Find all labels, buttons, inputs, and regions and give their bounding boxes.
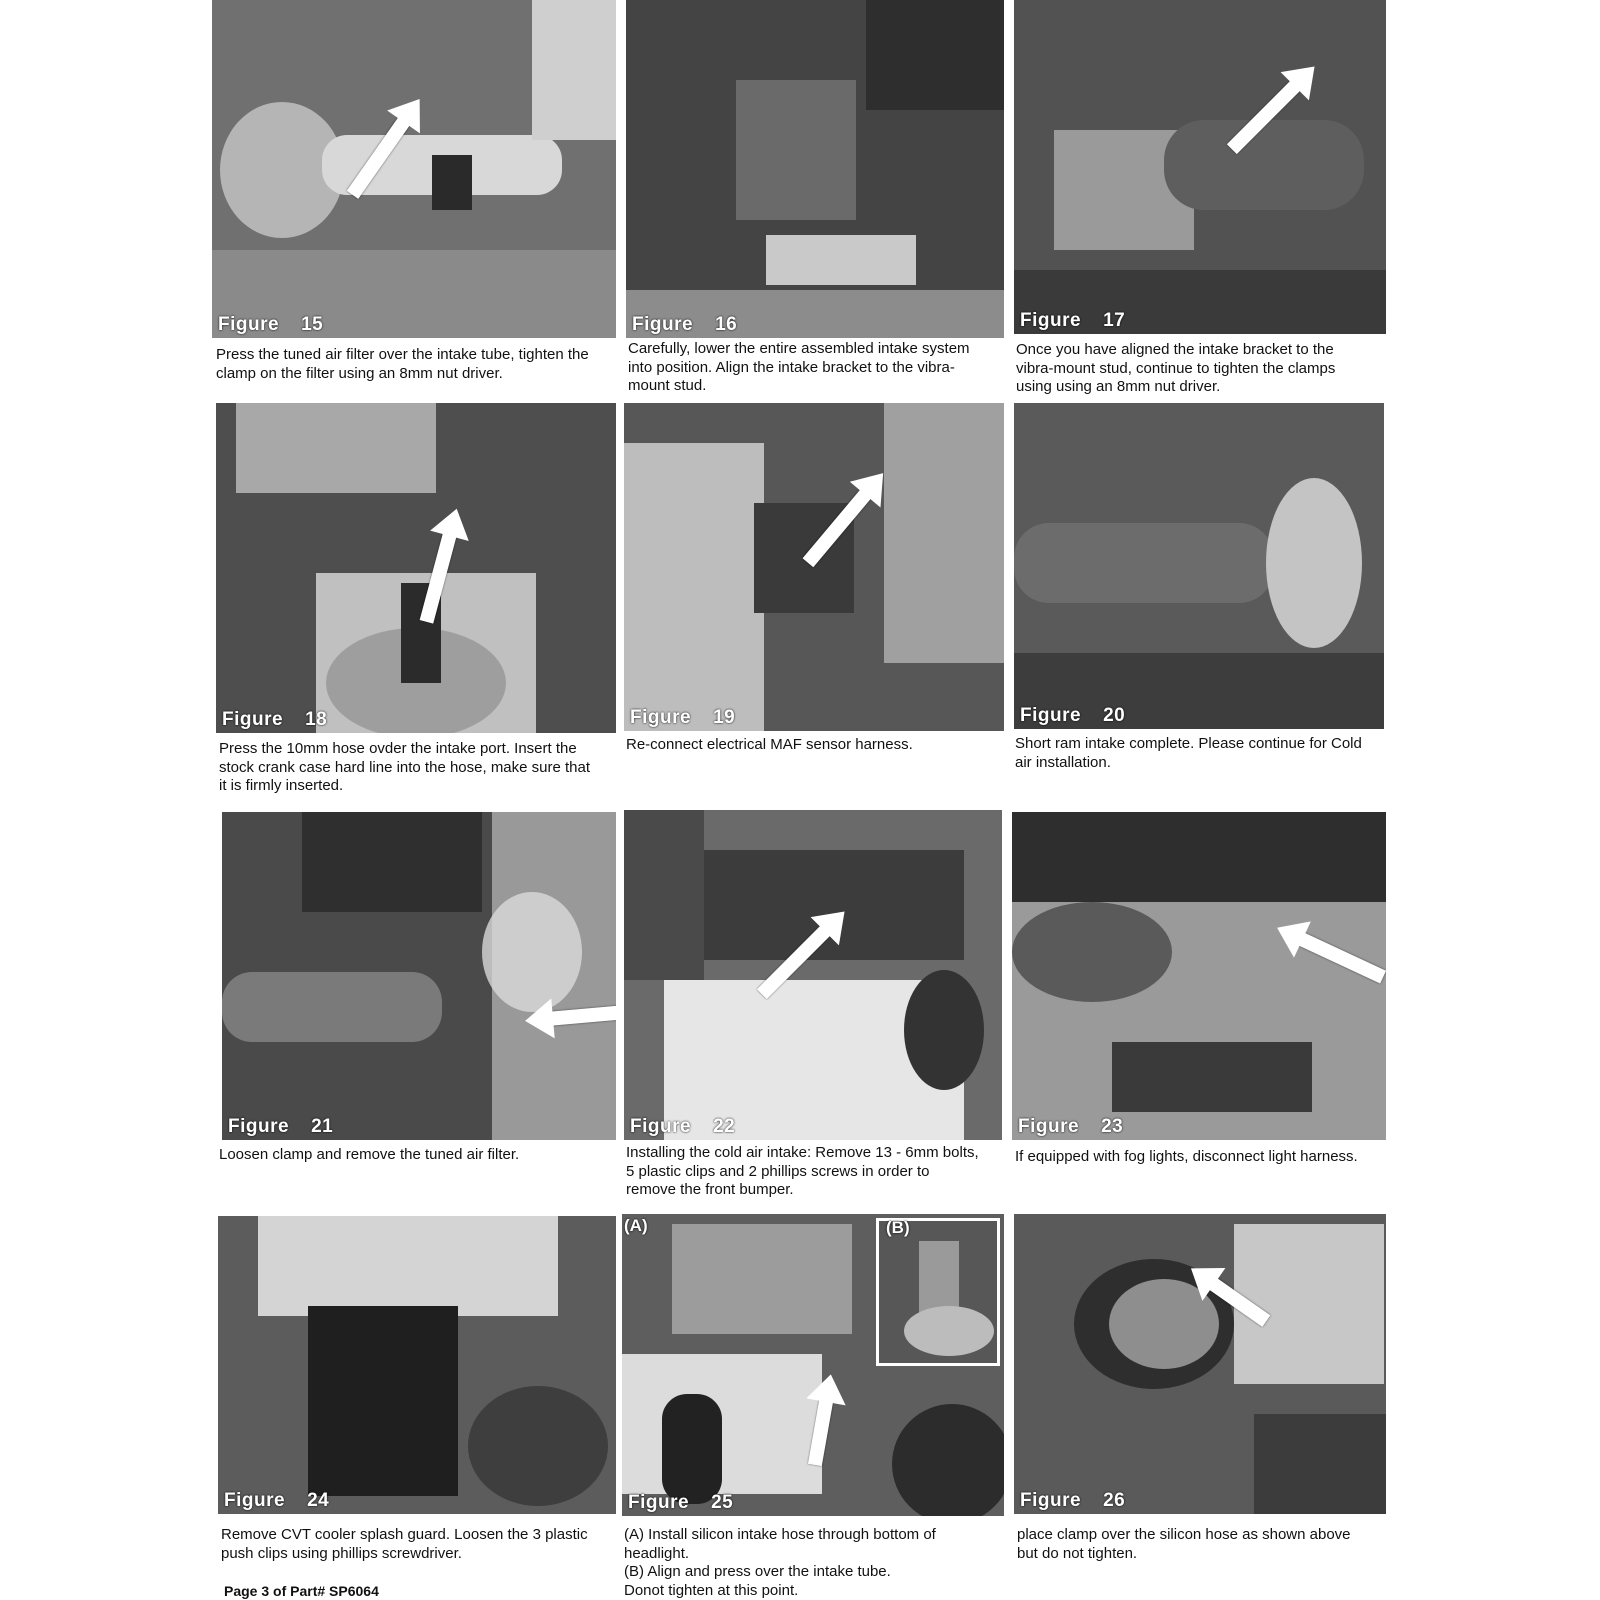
car-photo-placeholder [1012, 812, 1386, 1140]
figure-15-photo [212, 0, 616, 338]
figure-label: Figure 19 [630, 707, 736, 728]
figure-label: Figure 18 [222, 709, 328, 730]
engine-photo-placeholder [1014, 0, 1386, 334]
figure-label: Figure 20 [1020, 705, 1126, 726]
car-photo-placeholder [218, 1216, 616, 1514]
figure-21-photo [222, 812, 616, 1140]
figure-label: Figure 23 [1018, 1116, 1124, 1137]
figure-26-caption: place clamp over the silicon hose as shown above but do not tighten. [1017, 1526, 1351, 1562]
figure-25-caption: (A) Install silicon intake hose through bottom of headlight. (B) Align and press over the intake tube. Donot tighten at this point. [624, 1526, 936, 1599]
engine-photo-placeholder [624, 403, 1004, 731]
engine-photo-placeholder [216, 403, 616, 733]
figure-label: Figure 24 [224, 1490, 330, 1511]
figure-label: Figure 15 [218, 314, 324, 335]
subfigure-b-tag: (B) [886, 1218, 910, 1237]
figure-21-caption: Loosen clamp and remove the tuned air filter. [219, 1146, 520, 1163]
figure-20-caption: Short ram intake complete. Please continue for Cold air installation. [1015, 735, 1362, 771]
engine-photo-placeholder [212, 0, 616, 338]
figure-17-photo [1014, 0, 1386, 334]
figure-24-photo [218, 1216, 616, 1514]
figure-16-photo [626, 0, 1004, 338]
page-footer: Page 3 of Part# SP6064 [224, 1583, 379, 1599]
figure-23-caption: If equipped with fog lights, disconnect light harness. [1015, 1148, 1358, 1165]
figure-19-photo [624, 403, 1004, 731]
figure-label: Figure 25 [628, 1492, 734, 1513]
figure-label: Figure 21 [228, 1116, 334, 1137]
figure-22-photo [624, 810, 1002, 1140]
engine-photo-placeholder [626, 0, 1004, 338]
figure-label: Figure 17 [1020, 310, 1126, 331]
figure-19-caption: Re-connect electrical MAF sensor harness. [626, 736, 913, 753]
figure-label: Figure 16 [632, 314, 738, 335]
figure-18-photo [216, 403, 616, 733]
figure-16-caption: Carefully, lower the entire assembled intake system into position. Align the intake bracket to the vibra- mount stud. [628, 340, 970, 394]
figure-label: Figure 26 [1020, 1490, 1126, 1511]
figure-label: Figure 22 [630, 1116, 736, 1137]
figure-24-caption: Remove CVT cooler splash guard. Loosen the 3 plastic push clips using phillips screwdriver. [221, 1526, 588, 1562]
engine-photo-placeholder [1014, 403, 1384, 729]
figure-17-caption: Once you have aligned the intake bracket to the vibra-mount stud, continue to tighten the clamps using using an 8mm nut driver. [1016, 341, 1336, 395]
figure-26-photo [1014, 1214, 1386, 1514]
engine-photo-placeholder [222, 812, 616, 1140]
figure-25-photo [622, 1214, 1004, 1516]
figure-23-photo [1012, 812, 1386, 1140]
figure-15-caption: Press the tuned air filter over the intake tube, tighten the clamp on the filter using an 8mm nut driver. [216, 346, 589, 382]
figure-20-photo [1014, 403, 1384, 729]
inset-photo-placeholder [879, 1221, 997, 1363]
figure-22-caption: Installing the cold air intake: Remove 13 - 6mm bolts, 5 plastic clips and 2 phillips screws in order to remove the front bumper. [626, 1144, 979, 1198]
car-photo-placeholder [624, 810, 1002, 1140]
figure-18-caption: Press the 10mm hose ovder the intake port. Insert the stock crank case hard line into the hose, make sure that it is firmly inserted. [219, 740, 591, 794]
subfigure-a-tag: (A) [624, 1216, 648, 1235]
figure-25-inset-b [876, 1218, 1000, 1366]
